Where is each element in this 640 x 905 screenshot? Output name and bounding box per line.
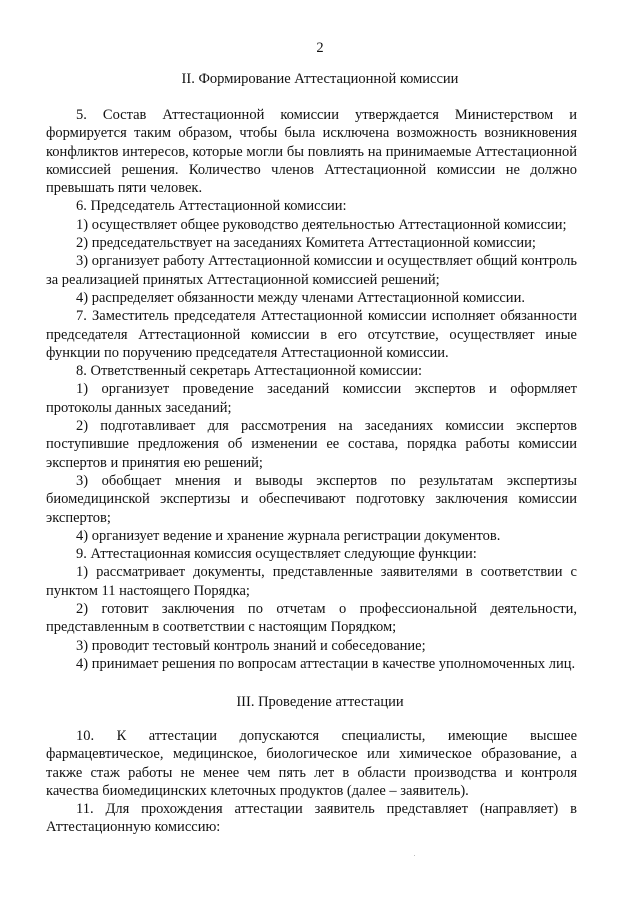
- page-number: 2: [316, 40, 324, 56]
- paragraph: 4) организует ведение и хранение журнала регистрации документов.: [76, 527, 501, 544]
- paragraph: 4) распределяет обязанности между членами Аттестационной комиссии.: [76, 289, 525, 306]
- section-3-body: [46, 727, 577, 837]
- paragraph: 10. К аттестации допускаются специалисты, имеющие высшее фармацевтическое, медицинское, биологическое или химическое образование, а также стаж работы не менее чем пять лет в области производства и контроля качества биомедицинских клеточных продуктов (далее – заявитель).: [46, 728, 577, 799]
- section-3-title: III. Проведение аттестации: [236, 694, 404, 710]
- paragraph: 6. Председатель Аттестационной комиссии:: [76, 198, 347, 215]
- paragraph: 1) рассматривает документы, представленные заявителями в соответствии с пунктом 11 настоящего Порядка;: [46, 564, 577, 599]
- paragraph: 3) обобщает мнения и выводы экспертов по результатам экспертизы биомедицинской экспертизы и обеспечивают подготовку заключения комиссии экспертов;: [46, 472, 577, 526]
- paragraph: 3) проводит тестовый контроль знаний и собеседование;: [76, 637, 426, 654]
- paragraph: 1) осуществляет общее руководство деятельностью Аттестационной комиссии;: [76, 216, 567, 233]
- paragraph: 9. Аттестационная комиссия осуществляет следующие функции:: [76, 546, 477, 563]
- paragraph: 11. Для прохождения аттестации заявитель представляет (направляет) в Аттестационную комиссию:: [46, 801, 577, 836]
- paragraph: 3) организует работу Аттестационной комиссии и осуществляет общий контроль за реализацией принятых Аттестационной комиссией решений;: [46, 253, 578, 288]
- scan-speck: [414, 855, 415, 856]
- paragraph: 1) организует проведение заседаний комиссии экспертов и оформляет протоколы данных заседаний;: [46, 381, 577, 416]
- paragraph: 4) принимает решения по вопросам аттестации в качестве уполномоченных лиц.: [76, 655, 576, 672]
- section-2-title: II. Формирование Аттестационной комиссии: [181, 71, 459, 87]
- paragraph: 2) председательствует на заседаниях Комитета Аттестационной комиссии;: [76, 235, 536, 252]
- paragraph: 8. Ответственный секретарь Аттестационной комиссии:: [76, 363, 423, 380]
- section-2-body: [46, 106, 577, 673]
- paragraph: 5. Состав Аттестационной комиссии утверждается Министерством и формируется таким образом, чтобы была исключена возможность возникновения конфликтов интересов, которые могли бы повлиять на принимаемые Аттестационной комиссией решения. Количество членов Аттестационной комиссии не должно превышать пяти человек.: [46, 107, 577, 197]
- paragraph: 2) готовит заключения по отчетам о профессиональной деятельности, представленным в соответствии с настоящим Порядком;: [46, 601, 577, 636]
- paragraph: 2) подготавливает для рассмотрения на заседаниях комиссии экспертов поступившие предложения об изменении ее состава, порядка работы комиссии экспертов и принятия ею решений;: [46, 418, 577, 471]
- paragraph: 7. Заместитель председателя Аттестационной комиссии исполняет обязанности председателя Аттестационной комиссии в его отсутствие, осуществляет иные функции по поручению председателя Аттестационной комиссии.: [46, 308, 577, 361]
